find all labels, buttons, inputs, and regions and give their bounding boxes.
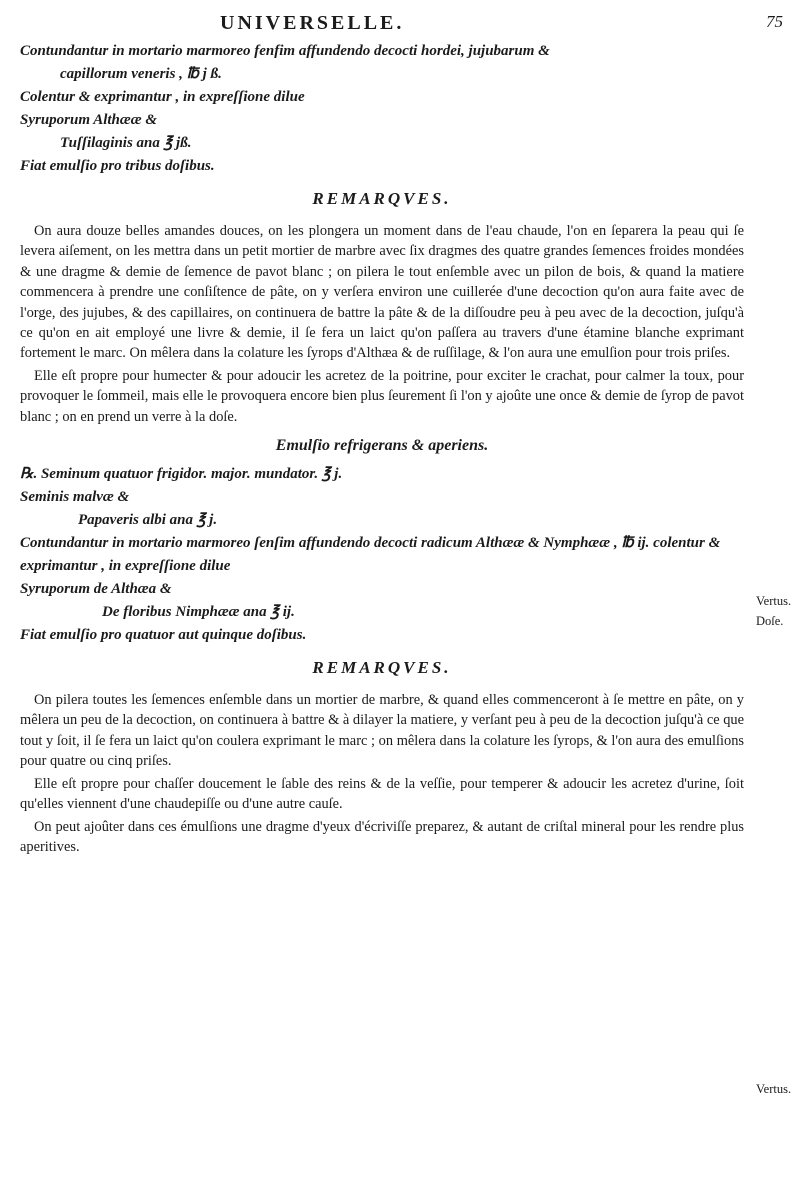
recipe-line: De floribus Nimphææ ana ℥ ij. [102,604,295,621]
recipe-line: Tuſſilaginis ana ℥ jß. [60,135,192,151]
paragraph: Elle eſt propre pour humecter & pour adoucir les acretez de la poitrine, pour exciter le crachat, pour calmer la toux, pour provoquer le ſommeil, mais elle le provoquera encore bien plus ſeurement ſi l'on y ajoûte une once & demie de ſyrop de pavot blanc ; on en prend un verre à la doſe. [20,367,744,425]
recipe-block-1 [20,40,744,178]
page-header [0,12,801,38]
recipe-line: ℞. Seminum quatuor frigidor. major. mundator. ℥ j. [20,466,343,483]
paragraph: On pilera toutes les ſemences enſemble dans un mortier de marbre, & quand elles commenceront à ſe mettre en pâte, on y mêlera un peu de la decoction, on continuera à battre & à dilayer la matiere, y verſant peu à peu de la decoction juſqu'à ce que tout y ſoit, il ſe fera un laict qu'on coulera exprimant le marc ; on mêlera dans la colature les ſyrops, & l'on aura des emulſions pour quatre ou cinq priſes. [20,692,744,770]
recipe-line: Fiat emulſio pro quatuor aut quinque doſibus. [20,627,307,644]
recipe-line: capillorum veneris , ℔ j ß. [60,66,222,82]
recipe-line: Colentur & exprimantur , in expreſſione dilue [20,89,305,105]
page-body [20,40,744,859]
paragraph: On peut ajoûter dans ces émulſions une dragme d'yeux d'écriviſſe preparez, & autant de criſtal mineral pour les rendre plus aperitives. [20,818,744,855]
recipe-line: Papaveris albi ana ℥ j. [78,512,218,529]
recipe-title: Emulſio refrigerans & aperiens. [275,437,489,455]
recipe-line: Fiat emulſio pro tribus doſibus. [20,158,215,174]
margin-note-dose: Doſe. [756,614,784,628]
margin-note-vertus: Vertus. [756,1082,792,1096]
recipe-line: Contundantur in mortario marmoreo fenfim affundendo decocti hordei, jujubarum & [20,43,550,59]
recipe-line: Syruporum Althææ & [20,112,157,128]
page-number: 75 [766,12,783,31]
running-head: UNIVERSELLE. [220,12,405,34]
recipe-line: Seminis malvæ & [20,489,130,506]
paragraph: Elle eſt propre pour chaſſer doucement le ſable des reins & de la veſſie, pour temperer & adoucir les acretez d'urine, ſoit qu'elles viennent d'une chaudepiſſe ou d'une autre cauſe. [20,775,744,813]
recipe-line: Contundantur in mortario marmoreo ſenſim affundendo decocti radicum Althææ & Nymphææ , ℔ ij. colentur & exprimantur , in expreſſione dilue [20,535,721,575]
paragraph: On aura douze belles amandes douces, on les plongera un moment dans de l'eau chaude, l'on en ſeparera la peau qui ſe levera aiſement, on les mettra dans un petit mortier de marbre avec ſix dragmes des quatre grandes ſemences froides mondées & une dragme & demie de ſemence de pavot blanc ; on pilera le tout enſemble avec un pilon de bois, & quand la matiere commencera à prendre une conſiſtence de pâte, on y verſera environ une cuillerée d'une decoction qu'on aura faite avec de l'orge, des jujubes, & des capillaires, on continuera de battre la pâte & de la diſſoudre peu à peu avec de la decoction, juſqu'à ce qu'on en ait employé une livre & demie, il ſe fera un laict qu'on paſſera au travers d'une étamine blanche exprimant fortement le marc. On mêlera dans la colature les ſyrops d'Althæa & de ruſſilage, & l'on aura une emulſion pour trois priſes. [20,223,744,362]
margin-note-vertus: Vertus. [756,594,792,608]
remarks-heading: REMARQVES. [312,658,452,678]
recipe-block-2 [20,463,744,647]
recipe-line: Syruporum de Althæa & [20,581,172,598]
remarks-heading: REMARQVES. [312,189,452,208]
